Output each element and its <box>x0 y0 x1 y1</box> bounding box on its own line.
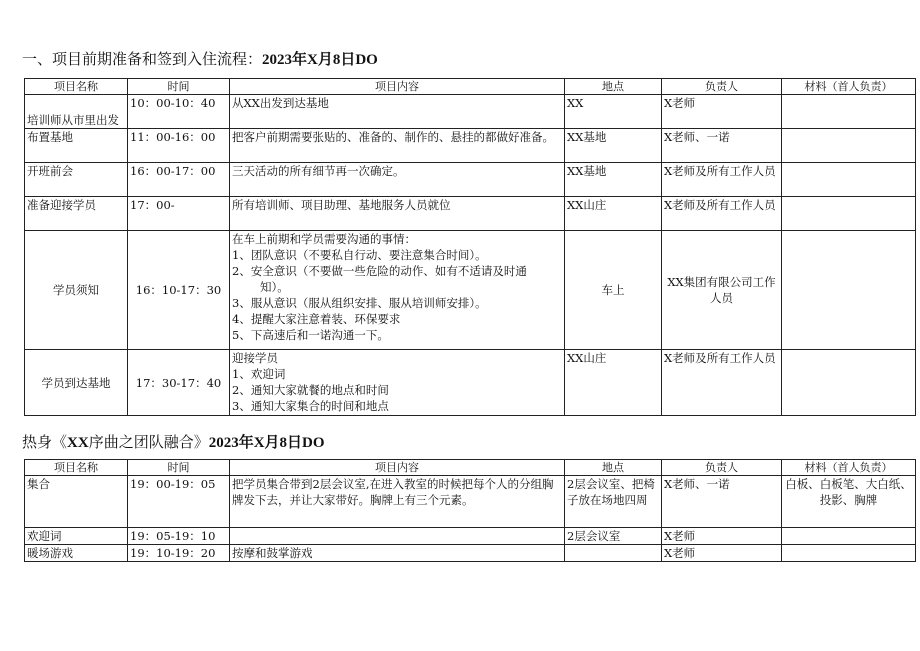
cell-place: 2层会议室 <box>565 528 662 545</box>
cell-time: 17：30-17：40 <box>128 350 230 416</box>
cell-owner: X老师 <box>662 95 782 129</box>
cell-time: 19：00-19：05 <box>128 476 230 528</box>
section2-title <box>22 433 325 452</box>
header-name: 项目名称 <box>25 79 128 95</box>
cell-material <box>782 129 916 163</box>
cell-material <box>782 231 916 350</box>
header-place: 地点 <box>565 460 662 476</box>
cell-content <box>230 528 565 545</box>
cell-place <box>565 545 662 562</box>
table-row <box>25 528 916 545</box>
cell-place: XX山庄 <box>565 197 662 231</box>
cell-name: 培训师从市里出发 <box>25 95 128 129</box>
section1-title-prefix: 一、项目前期准备和签到入住流程： <box>22 50 263 68</box>
cell-place: XX基地 <box>565 129 662 163</box>
cell-material: 白板、白板笔、大白纸、投影、胸牌 <box>782 476 916 528</box>
section1-title <box>22 50 378 69</box>
cell-name: 欢迎词 <box>25 528 128 545</box>
header-time: 时间 <box>128 79 230 95</box>
cell-name: 集合 <box>25 476 128 528</box>
table-row <box>25 129 916 163</box>
cell-content: 把客户前期需要张贴的、准备的、制作的、悬挂的都做好准备。 <box>230 129 565 163</box>
table-row <box>25 545 916 562</box>
cell-content: 从XX出发到达基地 <box>230 95 565 129</box>
cell-material <box>782 95 916 129</box>
cell-content: 所有培训师、项目助理、基地服务人员就位 <box>230 197 565 231</box>
cell-time: 17：00- <box>128 197 230 231</box>
content-line: 在车上前期和学员需要沟通的事情： <box>232 232 416 246</box>
cell-material <box>782 528 916 545</box>
cell-content: 把学员集合带到2层会议室,在进入教室的时候把每个人的分组胸牌发下去，并让大家带好。胸牌上有三个元素。 <box>230 476 565 528</box>
cell-material <box>782 350 916 416</box>
cell-content: 按摩和鼓掌游戏 <box>230 545 565 562</box>
cell-name: 准备迎接学员 <box>25 197 128 231</box>
header-content: 项目内容 <box>230 460 565 476</box>
cell-place: XX <box>565 95 662 129</box>
cell-name: 学员须知 <box>25 231 128 350</box>
cell-name: 布置基地 <box>25 129 128 163</box>
cell-time: 16：00-17：00 <box>128 163 230 197</box>
cell-content: 三天活动的所有细节再一次确定。 <box>230 163 565 197</box>
table-row <box>25 197 916 231</box>
cell-name: 暖场游戏 <box>25 545 128 562</box>
content-line: 2、通知大家就餐的地点和时间 <box>232 383 389 397</box>
header-time: 时间 <box>128 460 230 476</box>
cell-place: 车上 <box>565 231 662 350</box>
content-line: 2、安全意识（不要做一些危险的动作、如有不适请及时通 <box>232 264 527 278</box>
header-content: 项目内容 <box>230 79 565 95</box>
cell-owner: X老师、一诺 <box>662 129 782 163</box>
section2-title-mid: 序曲之团队融合》 <box>88 433 209 451</box>
section2-title-prefix: 热身《 <box>22 433 68 451</box>
cell-material <box>782 545 916 562</box>
content-line: 3、服从意识（服从组织安排、服从培训师安排）。 <box>232 296 487 310</box>
cell-place: XX基地 <box>565 163 662 197</box>
content-line: 1、团队意识（不要私自行动、要注意集合时间）。 <box>232 248 487 262</box>
content-line: 3、通知大家集合的时间和地点 <box>232 399 389 413</box>
cell-place: XX山庄 <box>565 350 662 416</box>
content-line: 1、欢迎词 <box>232 367 286 381</box>
cell-material <box>782 197 916 231</box>
table-row <box>25 476 916 528</box>
header-place: 地点 <box>565 79 662 95</box>
cell-owner: X老师 <box>662 545 782 562</box>
header-material: 材料（首人负责） <box>782 79 916 95</box>
cell-content <box>230 231 565 350</box>
cell-owner: X老师、一诺 <box>662 476 782 528</box>
header-name: 项目名称 <box>25 460 128 476</box>
cell-content <box>230 350 565 416</box>
content-line: 迎接学员 <box>232 351 278 365</box>
table-header-row <box>25 79 916 95</box>
table-row <box>25 231 916 350</box>
header-material: 材料（首人负责） <box>782 460 916 476</box>
cell-material <box>782 163 916 197</box>
cell-time: 16：10-17：30 <box>128 231 230 350</box>
section1-title-date: 2023年X月8日DO <box>262 52 378 68</box>
schedule-table-1 <box>24 78 916 416</box>
cell-time: 11：00-16：00 <box>128 129 230 163</box>
cell-owner: X老师及所有工作人员 <box>662 197 782 231</box>
cell-owner: X老师及所有工作人员 <box>662 350 782 416</box>
table-header-row <box>25 460 916 476</box>
cell-time: 19：05-19：10 <box>128 528 230 545</box>
cell-owner: X老师 <box>662 528 782 545</box>
content-line: 4、提醒大家注意着装、环保要求 <box>232 312 401 326</box>
content-line: 知）。 <box>260 280 289 294</box>
content-line: 5、下高速后和一诺沟通一下。 <box>232 328 389 342</box>
table-row <box>25 95 916 129</box>
cell-name: 学员到达基地 <box>25 350 128 416</box>
section2-title-date: 2023年X月8日DO <box>208 435 325 451</box>
section2-title-bold: XX <box>67 435 89 451</box>
cell-owner: XX集团有限公司工作人员 <box>662 231 782 350</box>
table-row <box>25 350 916 416</box>
table-row <box>25 163 916 197</box>
header-owner: 负责人 <box>662 79 782 95</box>
cell-time: 10：00-10：40 <box>128 95 230 129</box>
cell-place: 2层会议室、把椅子放在场地四周 <box>565 476 662 528</box>
cell-name: 开班前会 <box>25 163 128 197</box>
cell-time: 19：10-19：20 <box>128 545 230 562</box>
schedule-table-2 <box>24 459 916 562</box>
cell-owner: X老师及所有工作人员 <box>662 163 782 197</box>
header-owner: 负责人 <box>662 460 782 476</box>
